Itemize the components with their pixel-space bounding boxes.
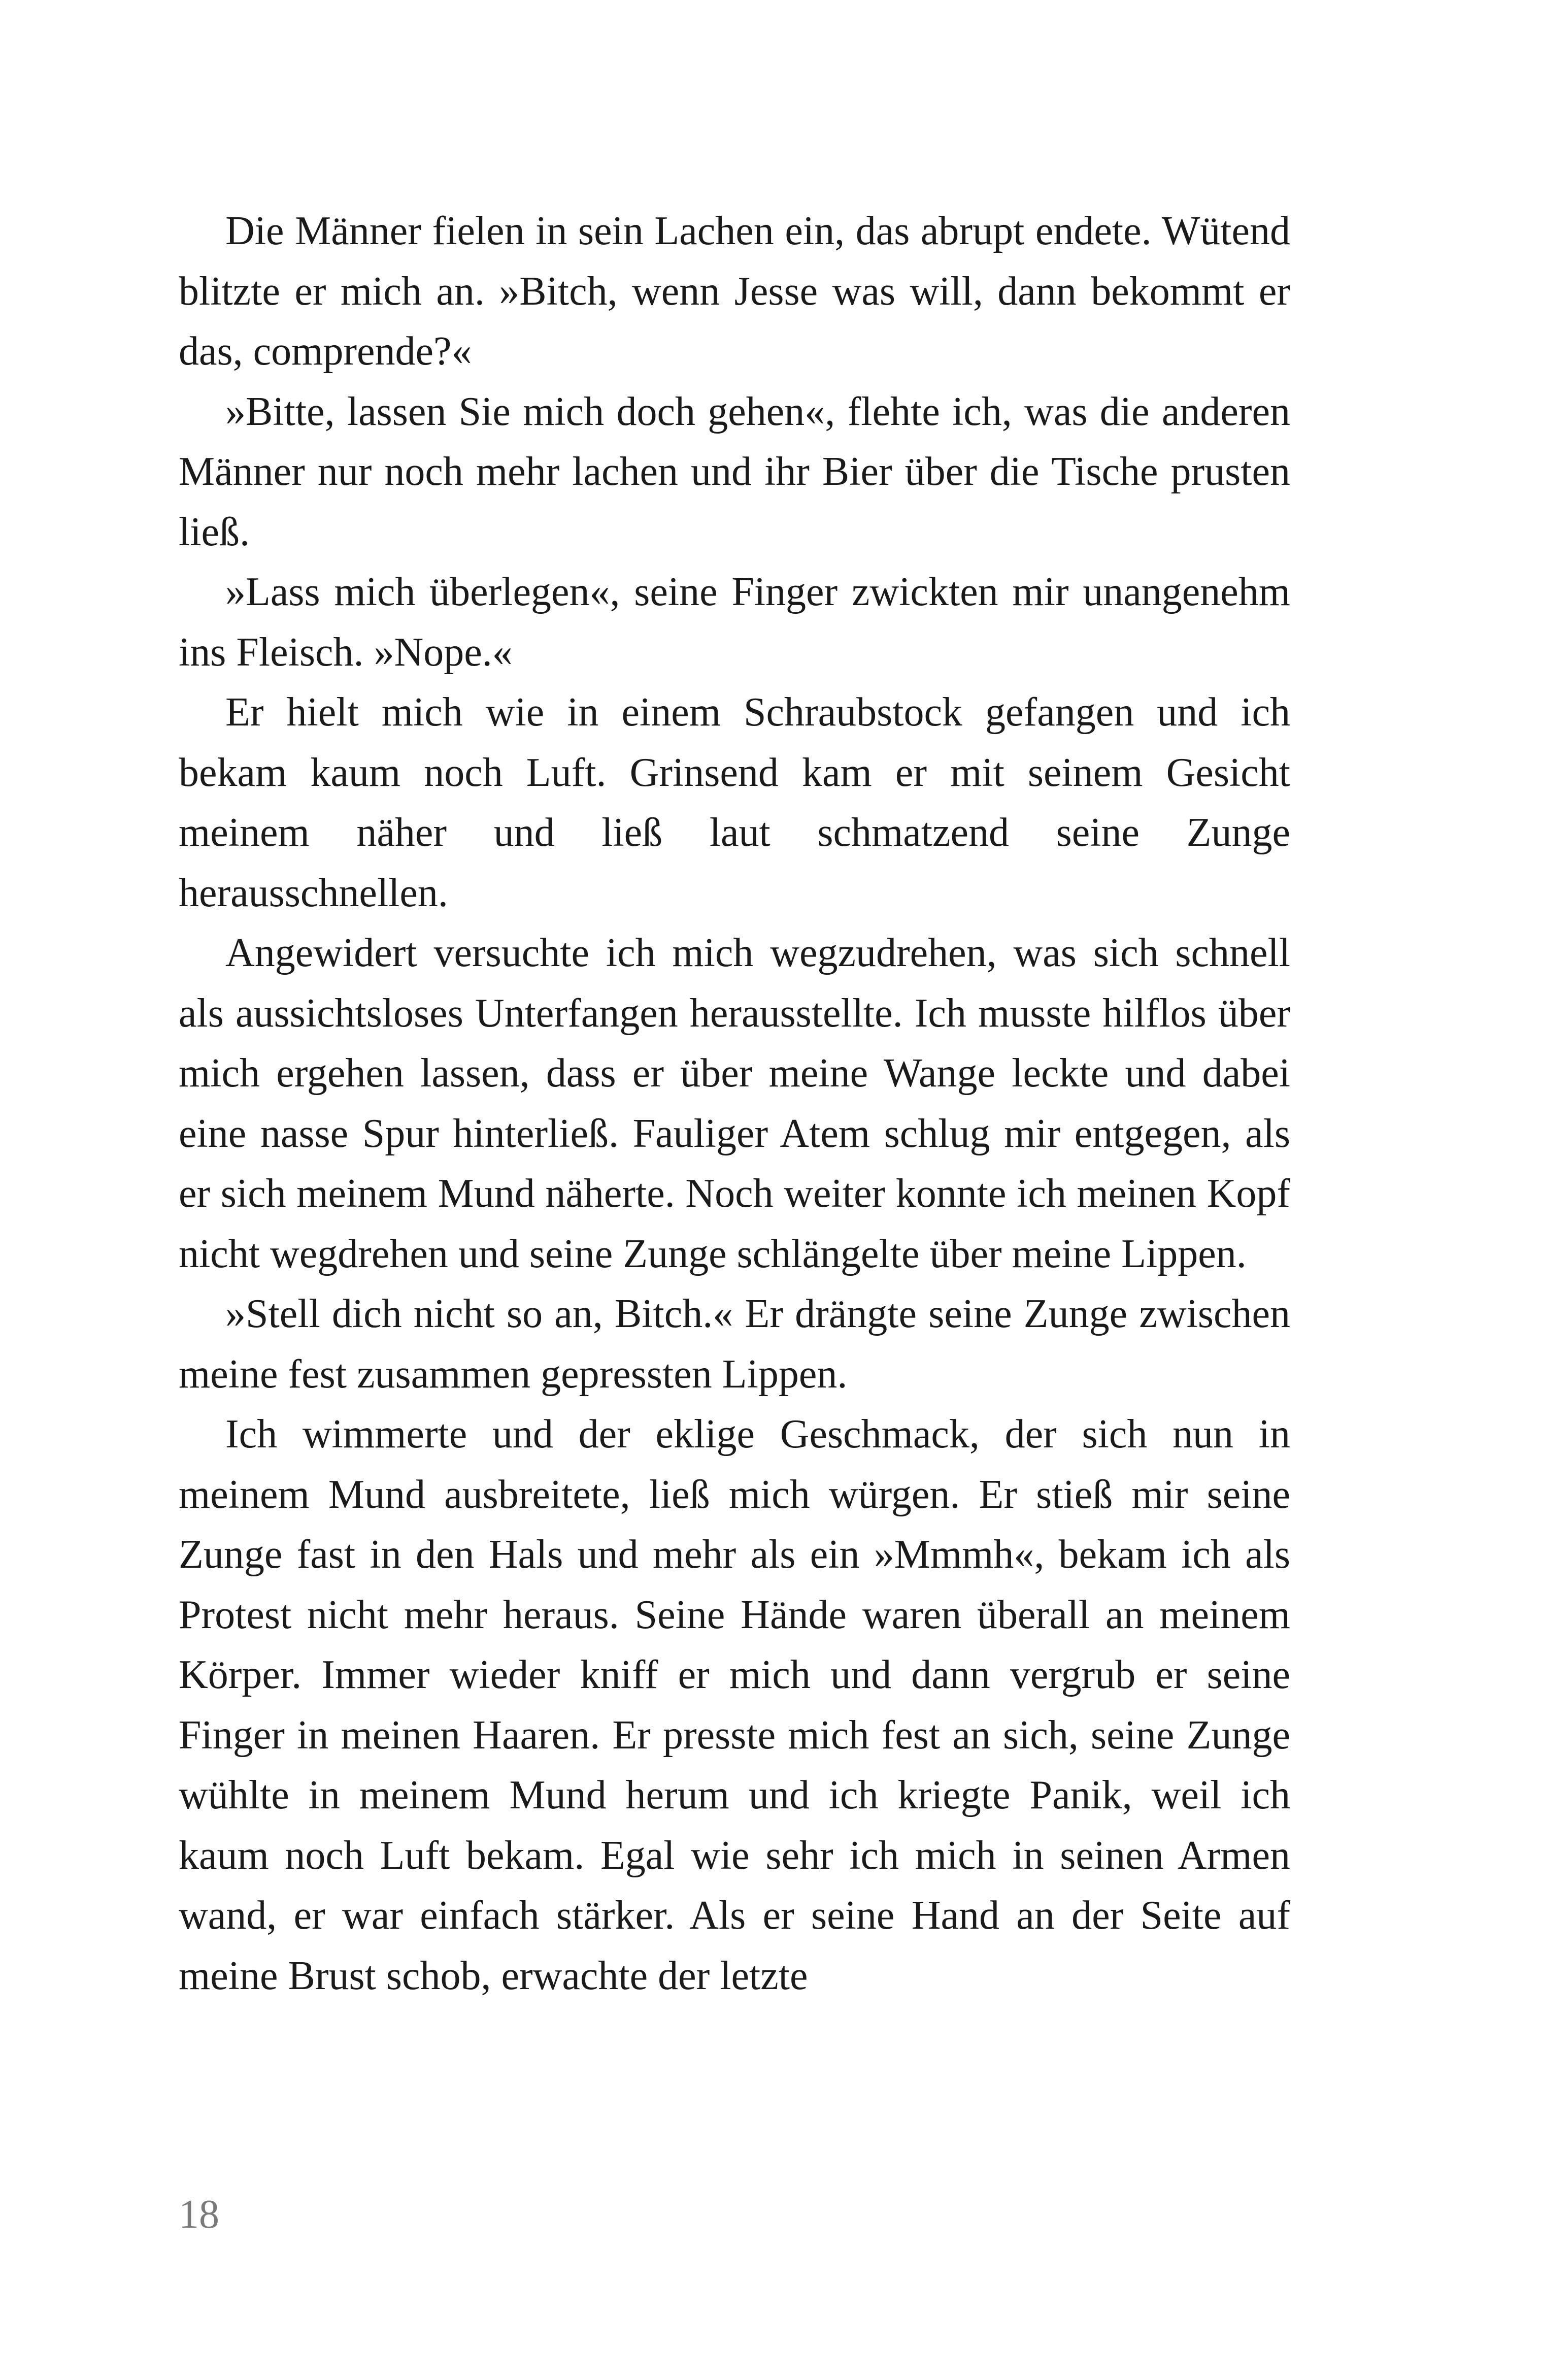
paragraph: »Stell dich nicht so an, Bitch.« Er drängte seine Zunge zwischen meine fest zusammen gepressten Lippen. (179, 1292, 1290, 1397)
paragraph: »Lass mich überlegen«, seine Finger zwickten mir unangenehm ins Fleisch. »Nope.« (179, 570, 1290, 675)
paragraph: Die Männer fielen in sein Lachen ein, das abrupt endete. Wütend blitzte er mich an. »Bitch, wenn Jesse was will, dann bekommt er das, comprende?« (179, 209, 1290, 374)
body-text (179, 201, 1290, 2006)
paragraph: Angewidert versuchte ich mich wegzudrehen, was sich schnell als aussichtsloses Unterfangen herausstellte. Ich musste hilflos über mich ergehen lassen, dass er über meine Wange leckte und dabei eine nasse Spur hinterließ. Fauliger Atem schlug mir entgegen, als er sich meinem Mund näherte. Noch weiter konnte ich meinen Kopf nicht wegdrehen und seine Zunge schlängelte über meine Lippen. (179, 931, 1290, 1276)
paragraph: »Bitte, lassen Sie mich doch gehen«, flehte ich, was die anderen Männer nur noch mehr lachen und ihr Bier über die Tische prusten ließ. (179, 389, 1290, 554)
paragraph: Ich wimmerte und der eklige Geschmack, der sich nun in meinem Mund ausbreitete, ließ mich würgen. Er stieß mir seine Zunge fast in den Hals und mehr als ein »Mmmh«, bekam ich als Protest nicht mehr heraus. Seine Hände waren überall an meinem Körper. Immer wieder kniff er mich und dann vergrub er seine Finger in meinen Haaren. Er presste mich fest an sich, seine Zunge wühlte in meinem Mund herum und ich kriegte Panik, weil ich kaum noch Luft bekam. Egal wie sehr ich mich in seinen Armen wand, er war einfach stärker. Als er seine Hand an der Seite auf meine Brust schob, erwachte der letzte (179, 1412, 1290, 1998)
paragraph: Er hielt mich wie in einem Schraubstock gefangen und ich bekam kaum noch Luft. Grinsend kam er mit seinem Gesicht meinem näher und ließ laut schmatzend seine Zunge herausschnellen. (179, 690, 1290, 915)
page-number: 18 (179, 2192, 219, 2237)
